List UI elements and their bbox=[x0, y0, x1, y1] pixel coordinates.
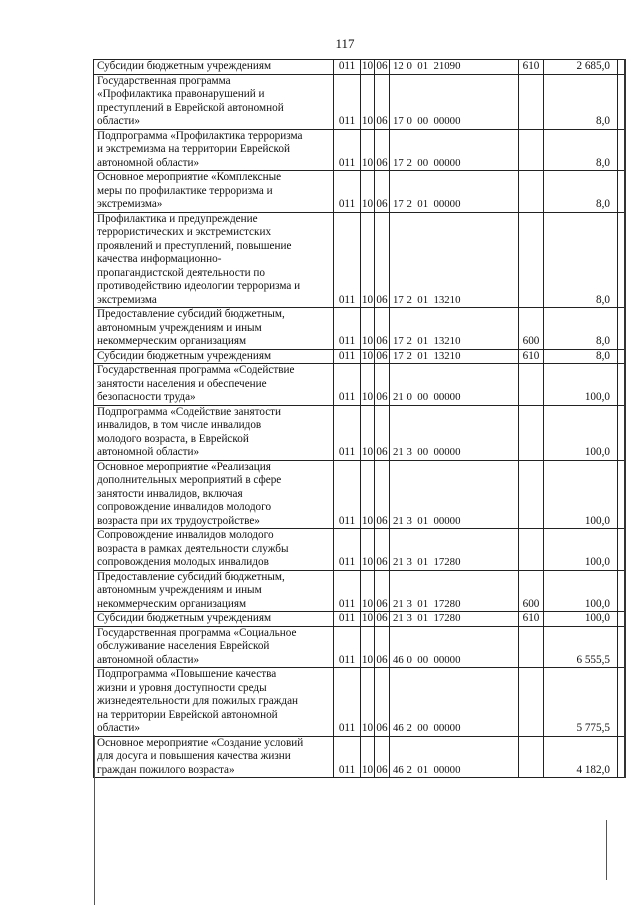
border-cell bbox=[618, 612, 625, 627]
ministry-code-cell: 011 bbox=[334, 626, 361, 668]
ministry-code-cell: 011 bbox=[334, 212, 361, 308]
row-name-cell bbox=[94, 405, 334, 460]
target-article-cell: 17 2 00 00000 bbox=[390, 129, 519, 171]
ministry-code-cell: 011 bbox=[334, 364, 361, 406]
section-code-cell: 10 bbox=[361, 308, 375, 350]
row-name-line: Основное мероприятие «Комплексные bbox=[97, 171, 282, 183]
border-cell bbox=[618, 74, 625, 129]
border-cell bbox=[618, 171, 625, 213]
expense-type-cell bbox=[519, 736, 544, 778]
border-cell bbox=[618, 529, 625, 571]
row-name-line: на территории Еврейской автономной bbox=[97, 708, 278, 721]
amount-cell: 100,0 bbox=[544, 460, 618, 529]
scan-margin-line bbox=[94, 735, 95, 905]
target-article-cell: 21 3 01 00000 bbox=[390, 460, 519, 529]
row-name-line: Сопровождение инвалидов молодого bbox=[97, 529, 274, 541]
amount-cell: 8,0 bbox=[544, 349, 618, 364]
expense-type-cell bbox=[519, 171, 544, 213]
ministry-code-cell: 011 bbox=[334, 349, 361, 364]
row-name-cell bbox=[94, 74, 334, 129]
section-code-cell: 10 bbox=[361, 74, 375, 129]
row-name-line: жизни и уровня доступности среды bbox=[97, 681, 267, 694]
row-name-line: автономной области» bbox=[97, 653, 200, 666]
row-name-line: возраста при их трудоустройстве» bbox=[97, 514, 260, 527]
row-name-line: для досуга и повышения качества жизни bbox=[97, 750, 291, 762]
expense-type-cell bbox=[519, 212, 544, 308]
ministry-code-cell: 011 bbox=[334, 529, 361, 571]
subsection-code-cell: 06 bbox=[375, 212, 390, 308]
ministry-code-cell: 011 bbox=[334, 668, 361, 737]
border-cell bbox=[618, 626, 625, 668]
amount-cell: 8,0 bbox=[544, 212, 618, 308]
expense-type-cell: 610 bbox=[519, 60, 544, 75]
row-name-line: Субсидии бюджетным учреждениям bbox=[97, 60, 272, 72]
row-name-line: сопровождение инвалидов молодого bbox=[97, 501, 272, 513]
expense-type-cell bbox=[519, 529, 544, 571]
row-name-line: Государственная программа «Социальное bbox=[97, 626, 297, 639]
row-name-cell bbox=[94, 129, 334, 171]
ministry-code-cell: 011 bbox=[334, 60, 361, 75]
border-cell bbox=[618, 460, 625, 529]
ministry-code-cell: 011 bbox=[334, 612, 361, 627]
row-name-line: безопасности труда» bbox=[97, 391, 196, 403]
subsection-code-cell: 06 bbox=[375, 529, 390, 571]
row-name-line: Государственная программа «Содействие bbox=[97, 364, 295, 376]
amount-cell: 6 555,5 bbox=[544, 626, 618, 668]
row-name-cell bbox=[94, 736, 334, 778]
expense-type-cell: 610 bbox=[519, 349, 544, 364]
ministry-code-cell: 011 bbox=[334, 460, 361, 529]
row-name-line: сопровождения молодых инвалидов bbox=[97, 556, 269, 568]
row-name-line: области» bbox=[97, 722, 140, 734]
amount-cell: 8,0 bbox=[544, 74, 618, 129]
section-code-cell: 10 bbox=[361, 570, 375, 612]
row-name-cell bbox=[94, 612, 334, 627]
section-code-cell: 10 bbox=[361, 212, 375, 308]
row-name-line: экстремизма» bbox=[97, 198, 163, 210]
border-cell bbox=[618, 668, 625, 737]
subsection-code-cell: 06 bbox=[376, 349, 388, 362]
expense-type-cell: 610 bbox=[519, 612, 544, 627]
table-body bbox=[94, 60, 625, 778]
section-code-cell: 10 bbox=[361, 60, 374, 72]
amount-cell: 8,0 bbox=[544, 308, 618, 350]
row-name-cell bbox=[94, 570, 334, 612]
subsection-code-cell: 06 bbox=[376, 612, 388, 624]
row-name-line: противодействию идеологии терроризма и bbox=[97, 280, 301, 292]
border-cell bbox=[618, 349, 625, 364]
row-name-cell bbox=[94, 626, 334, 668]
row-name-line: области» bbox=[97, 115, 140, 127]
row-name-line: Основное мероприятие «Создание условий bbox=[97, 736, 304, 749]
row-name-cell bbox=[94, 668, 334, 737]
subsection-code-cell: 06 bbox=[375, 460, 390, 529]
border-cell bbox=[618, 736, 625, 778]
expense-type-cell bbox=[519, 74, 544, 129]
target-article-cell: 17 2 01 13210 bbox=[390, 349, 519, 364]
row-name-cell bbox=[94, 529, 334, 571]
expense-type-cell bbox=[519, 668, 544, 737]
row-name-line: автономным учреждениям и иным bbox=[97, 321, 262, 334]
section-code-cell: 10 bbox=[361, 405, 375, 460]
page-number: 117 bbox=[335, 36, 355, 51]
target-article-cell: 46 2 00 00000 bbox=[390, 668, 519, 737]
amount-cell: 2 685,0 bbox=[544, 60, 618, 75]
expense-type-cell bbox=[519, 405, 544, 460]
table-row bbox=[94, 626, 625, 668]
target-article-cell: 21 3 00 00000 bbox=[390, 405, 519, 460]
target-article-cell: 46 2 01 00000 bbox=[390, 736, 519, 778]
row-name-line: проявлений и преступлений, повышение bbox=[97, 239, 292, 252]
row-name-line: некоммерческим организациям bbox=[97, 597, 247, 610]
amount-cell: 100,0 bbox=[544, 570, 618, 612]
subsection-code-cell: 06 bbox=[375, 626, 390, 668]
table-row bbox=[94, 460, 625, 529]
row-name-cell bbox=[94, 212, 334, 308]
section-code-cell: 10 bbox=[361, 349, 374, 362]
table-row bbox=[94, 668, 625, 737]
target-article-cell: 46 0 00 00000 bbox=[390, 626, 519, 668]
amount-cell: 100,0 bbox=[544, 364, 618, 406]
scan-margin-line bbox=[606, 820, 607, 880]
row-name-line: возраста в рамках деятельности службы bbox=[97, 542, 289, 555]
subsection-code-cell: 06 bbox=[375, 74, 390, 129]
row-name-cell bbox=[94, 60, 334, 75]
subsection-code-cell: 06 bbox=[375, 364, 390, 406]
row-name-line: автономной области» bbox=[97, 156, 200, 169]
subsection-code-cell: 06 bbox=[375, 308, 390, 350]
row-name-line: граждан пожилого возраста» bbox=[97, 763, 235, 776]
target-article-cell: 12 0 01 21090 bbox=[390, 60, 519, 75]
subsection-code-cell: 06 bbox=[375, 736, 390, 778]
row-name-line: занятости населения и обеспечение bbox=[97, 377, 267, 390]
subsection-code-cell: 06 bbox=[375, 668, 390, 737]
row-name-line: Профилактика и предупреждение bbox=[97, 212, 258, 225]
section-code-cell: 10 bbox=[361, 736, 375, 778]
table-row bbox=[94, 364, 625, 406]
row-name-cell bbox=[94, 349, 334, 364]
row-name-line: Предоставление субсидий бюджетным, bbox=[97, 308, 285, 320]
table-row bbox=[94, 171, 625, 213]
ministry-code-cell: 011 bbox=[334, 171, 361, 213]
expense-type-cell: 600 bbox=[519, 570, 544, 612]
target-article-cell: 17 2 01 13210 bbox=[390, 308, 519, 350]
table-row bbox=[94, 60, 625, 75]
row-name-line: некоммерческим организациям bbox=[97, 335, 247, 347]
section-code-cell: 10 bbox=[361, 171, 375, 213]
row-name-line: автономной области» bbox=[97, 446, 200, 458]
expense-type-cell: 600 bbox=[519, 308, 544, 350]
row-name-line: Субсидии бюджетным учреждениям bbox=[97, 349, 272, 362]
expense-type-cell bbox=[519, 129, 544, 171]
amount-cell: 8,0 bbox=[544, 129, 618, 171]
expense-type-cell bbox=[519, 626, 544, 668]
row-name-line: и экстремизма на территории Еврейской bbox=[97, 143, 290, 155]
border-cell bbox=[618, 405, 625, 460]
border-cell bbox=[618, 308, 625, 350]
border-cell bbox=[618, 60, 625, 75]
row-name-line: Субсидии бюджетным учреждениям bbox=[97, 612, 272, 624]
subsection-code-cell: 06 bbox=[375, 570, 390, 612]
amount-cell: 4 182,0 bbox=[544, 736, 618, 778]
section-code-cell: 10 bbox=[361, 129, 375, 171]
row-name-line: автономным учреждениям и иным bbox=[97, 584, 262, 596]
subsection-code-cell: 06 bbox=[375, 405, 390, 460]
row-name-line: пропагандистской деятельности по bbox=[97, 266, 265, 279]
amount-cell: 100,0 bbox=[544, 405, 618, 460]
table-row bbox=[94, 349, 625, 364]
row-name-cell bbox=[94, 171, 334, 213]
row-name-line: обслуживание населения Еврейской bbox=[97, 640, 270, 652]
row-name-line: «Профилактика правонарушений и bbox=[97, 88, 265, 100]
ministry-code-cell: 011 bbox=[334, 308, 361, 350]
table-row bbox=[94, 570, 625, 612]
section-code-cell: 10 bbox=[361, 460, 375, 529]
row-name-cell bbox=[94, 308, 334, 350]
ministry-code-cell: 011 bbox=[334, 736, 361, 778]
section-code-cell: 10 bbox=[361, 668, 375, 737]
border-cell bbox=[618, 212, 625, 308]
target-article-cell: 21 3 01 17280 bbox=[390, 570, 519, 612]
section-code-cell: 10 bbox=[361, 529, 375, 571]
row-name-line: террористических и экстремистских bbox=[97, 226, 272, 238]
ministry-code-cell: 011 bbox=[334, 405, 361, 460]
table-row bbox=[94, 405, 625, 460]
table-row bbox=[94, 212, 625, 308]
amount-cell: 100,0 bbox=[544, 612, 618, 627]
row-name-line: Подпрограмма «Повышение качества bbox=[97, 668, 277, 680]
border-cell bbox=[618, 364, 625, 406]
expense-type-cell bbox=[519, 364, 544, 406]
amount-cell: 8,0 bbox=[544, 171, 618, 213]
border-cell bbox=[618, 570, 625, 612]
target-article-cell: 21 3 01 17280 bbox=[390, 529, 519, 571]
target-article-cell: 21 0 00 00000 bbox=[390, 364, 519, 406]
row-name-line: Предоставление субсидий бюджетным, bbox=[97, 570, 285, 583]
row-name-line: жизнедеятельности для пожилых граждан bbox=[97, 695, 299, 707]
row-name-cell bbox=[94, 460, 334, 529]
target-article-cell: 21 3 01 17280 bbox=[390, 612, 519, 627]
section-code-cell: 10 bbox=[361, 626, 375, 668]
row-name-line: Государственная программа bbox=[97, 74, 231, 87]
subsection-code-cell: 06 bbox=[375, 171, 390, 213]
amount-cell: 5 775,5 bbox=[544, 668, 618, 737]
border-cell bbox=[618, 129, 625, 171]
section-code-cell: 10 bbox=[361, 612, 374, 624]
subsection-code-cell: 06 bbox=[376, 60, 388, 72]
row-name-line: занятости инвалидов, включая bbox=[97, 487, 243, 500]
ministry-code-cell: 011 bbox=[334, 570, 361, 612]
table-row bbox=[94, 129, 625, 171]
target-article-cell: 17 2 01 00000 bbox=[390, 171, 519, 213]
table-row bbox=[94, 308, 625, 350]
ministry-code-cell: 011 bbox=[334, 74, 361, 129]
section-code-cell: 10 bbox=[361, 364, 375, 406]
table-row bbox=[94, 612, 625, 627]
row-name-cell bbox=[94, 364, 334, 406]
row-name-line: меры по профилактике терроризма и bbox=[97, 184, 273, 197]
target-article-cell: 17 0 00 00000 bbox=[390, 74, 519, 129]
amount-cell: 100,0 bbox=[544, 529, 618, 571]
table-row bbox=[94, 529, 625, 571]
row-name-line: Подпрограмма «Профилактика терроризма bbox=[97, 129, 303, 142]
ministry-code-cell: 011 bbox=[334, 129, 361, 171]
budget-table bbox=[93, 59, 626, 778]
row-name-line: молодого возраста, в Еврейской bbox=[97, 432, 249, 445]
expense-type-cell bbox=[519, 460, 544, 529]
target-article-cell: 17 2 01 13210 bbox=[390, 212, 519, 308]
table-row bbox=[94, 74, 625, 129]
row-name-line: Основное мероприятие «Реализация bbox=[97, 460, 271, 473]
row-name-line: экстремизма bbox=[97, 293, 157, 306]
row-name-line: Подпрограмма «Содействие занятости bbox=[97, 405, 282, 418]
subsection-code-cell: 06 bbox=[375, 129, 390, 171]
row-name-line: качества информационно- bbox=[97, 253, 222, 265]
row-name-line: дополнительных мероприятий в сфере bbox=[97, 474, 282, 486]
row-name-line: инвалидов, в том числе инвалидов bbox=[97, 419, 262, 431]
table-row bbox=[94, 736, 625, 778]
row-name-line: преступлений в Еврейской автономной bbox=[97, 101, 284, 114]
